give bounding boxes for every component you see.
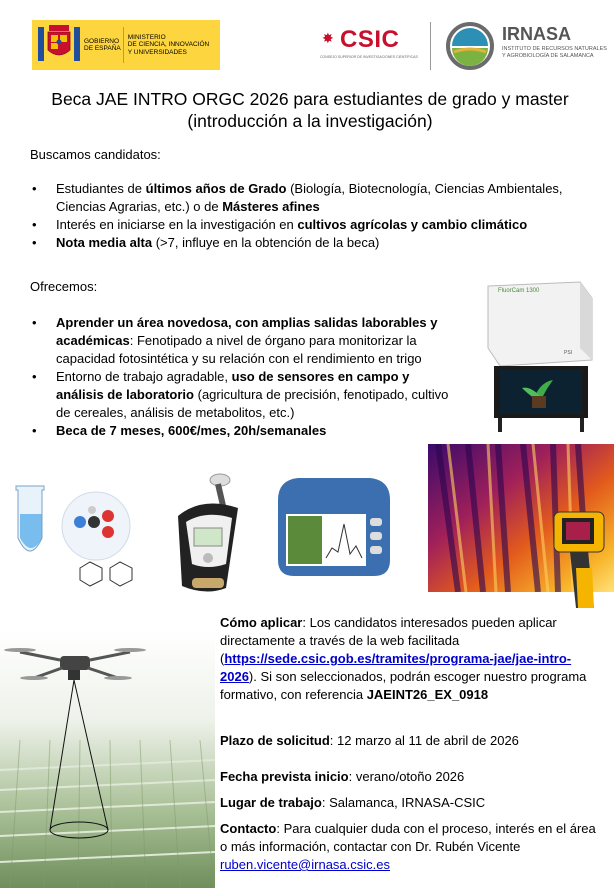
page-title: Beca JAE INTRO ORGC 2026 para estudiantes de grado y master (introducción a la investigación) — [51, 89, 569, 131]
fluorcam-label: FluorCam 1300 — [498, 288, 540, 294]
irnasa-name: IRNASA — [502, 24, 572, 44]
start-date-line: Fecha prevista inicio: verano/otoño 2026 — [220, 769, 465, 784]
csic-subtitle: CONSEJO SUPERIOR DE INVESTIGACIONES CIENTÍFICAS — [320, 55, 418, 59]
irnasa-logo — [444, 20, 614, 72]
list-item: • Aprender un área novedosa, con amplias salidas laborables y académicas: Fenotipado a nivel de órgano para monitorizar la capacidad fotosintética y su relación con el rendimiento en trigo — [30, 314, 460, 368]
seeking-heading: Buscamos candidatos: — [30, 147, 161, 162]
irnasa-emblem-icon — [444, 20, 496, 72]
list-item: • Interés en iniciarse en la investigación en cultivos agrícolas y cambio climático — [30, 216, 575, 234]
offer-heading: Ofrecemos: — [30, 279, 98, 294]
apply-label: Cómo aplicar — [220, 615, 303, 630]
seeking-list — [30, 180, 575, 252]
government-label: GOBIERNO DE ESPAÑA — [84, 37, 121, 52]
fluorcam-device-image — [480, 278, 600, 438]
list-item: • Nota media alta (>7, influye en la obtención de la beca) — [30, 234, 575, 252]
workplace-line: Lugar de trabajo: Salamanca, IRNASA-CSIC — [220, 795, 486, 810]
molecule-tube-image — [10, 480, 150, 590]
logo-divider — [430, 22, 431, 70]
csic-emblem-icon: ✸ — [322, 30, 334, 46]
csic-logo — [320, 24, 418, 68]
divider — [123, 27, 124, 63]
ministry-label: MINISTERIO DE CIENCIA, INNOVACIÓN Y UNIVERSIDADES — [127, 33, 210, 56]
csic-name: CSIC — [340, 26, 400, 53]
drone-field-image — [0, 630, 215, 888]
thermal-camera-image — [548, 508, 610, 612]
contact-email-link[interactable]: ruben.vicente@irnasa.csic.es — [220, 857, 390, 872]
list-item: • Estudiantes de últimos años de Grado (Biología, Biotecnología, Ciencias Ambientales, Ciencias Agrarias, etc.) o de Másteres afines — [30, 180, 575, 216]
application-url-link[interactable]: https://sede.csic.gob.es/tramites/programa-jae/jae-intro-2026 — [220, 651, 572, 684]
contact-paragraph: Contacto: Para cualquier duda con el proceso, interés en el área o más información, contactar con Dr. Rubén Vicente ruben.vicente@irnasa.csic.es — [220, 821, 596, 872]
irnasa-subtitle: INSTITUTO DE RECURSOS NATURALES Y AGROBIOLOGÍA DE SALAMANCA — [502, 46, 607, 59]
psi-label: PSI — [564, 350, 573, 356]
spanish-government-logo — [32, 20, 220, 70]
deadline-line: Plazo de solicitud: 12 marzo al 11 de abril de 2026 — [220, 733, 519, 748]
list-item: • Beca de 7 meses, 600€/mes, 20h/semanales — [30, 422, 460, 440]
apply-paragraph: Cómo aplicar: Los candidatos interesados pueden aplicar directamente a través de la web facilitada (https://sede.csic.gob.es/tramites/programa-jae/jae-intro-2026). Si son seleccionados, podrán escoger nuestro programa formativo, con referencia JAEINT26_EX_0918 — [220, 615, 587, 702]
list-item: • Entorno de trabajo agradable, uso de sensores en campo y análisis de laboratorio (agricultura de precisión, fenotipado, cultivo de cereales, análisis de metabolitos, etc.) — [30, 368, 460, 422]
reference-code: JAEINT26_EX_0918 — [366, 687, 489, 702]
handheld-sensor-image — [158, 466, 268, 596]
offer-list — [30, 314, 460, 440]
coat-of-arms-icon — [38, 23, 80, 67]
imaging-device-image — [270, 474, 394, 584]
